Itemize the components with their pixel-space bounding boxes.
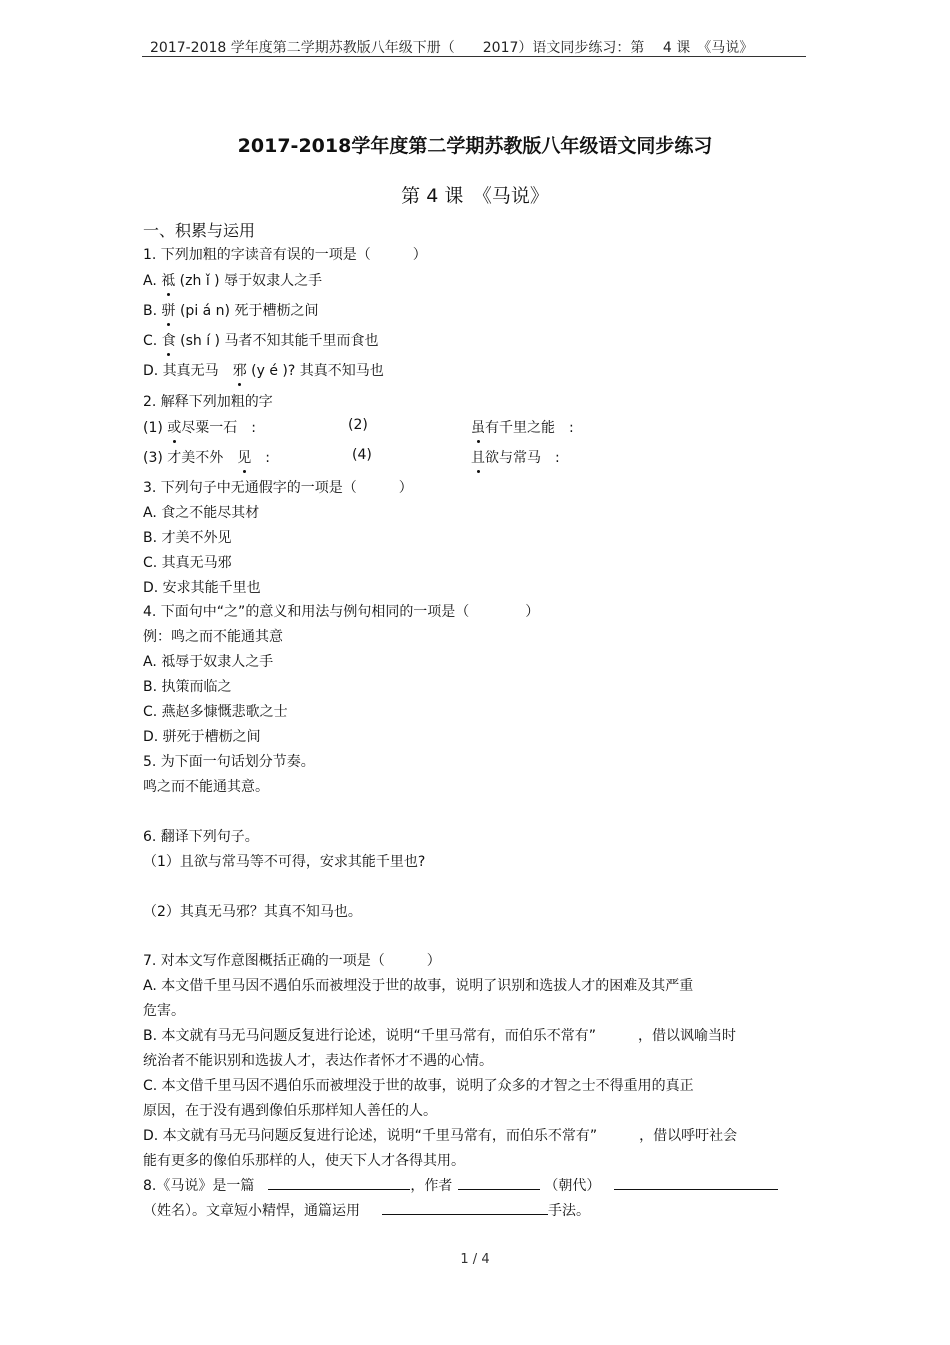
option-prefix: A.	[143, 273, 162, 289]
question-2-item-4-number: (4)	[352, 447, 372, 463]
question-4-example: 例：鸣之而不能通其意	[143, 629, 283, 645]
question-7-stem: 7. 对本文写作意图概括正确的一项是（ ）	[143, 953, 441, 969]
question-3-option-d: D. 安求其能千里也	[143, 580, 261, 596]
question-1-option-a	[143, 270, 322, 290]
question-4-option-b: B. 执策而临之	[143, 679, 232, 695]
emphasized-char: 见	[237, 447, 251, 467]
option-prefix: D. 其真无马	[143, 363, 233, 379]
item-text: 有千里之能 :	[485, 420, 574, 436]
item-text: 尽粟一石 :	[181, 420, 256, 436]
question-3-stem: 3. 下列句子中无通假字的一项是（ ）	[143, 480, 413, 496]
question-2-stem: 2. 解释下列加粗的字	[143, 394, 273, 410]
question-7-option-d-line-2: 能有更多的像伯乐那样的人，使天下人才各得其用。	[143, 1153, 465, 1169]
emphasized-char: 邪	[233, 360, 247, 380]
option-text: (sh í ) 马者不知其能千里而食也	[175, 333, 379, 349]
question-1-option-d	[143, 360, 384, 380]
question-5-stem: 5. 为下面一句话划分节奏。	[143, 754, 315, 770]
item-text: 欲与常马 :	[485, 450, 560, 466]
question-7-option-b-line-1: B. 本文就有马无马问题反复进行论述，说明“千里马常有，而伯乐不常有” ，借以讽喻当时	[143, 1028, 737, 1044]
question-8-text-4: （姓名）。文章短小精悍，通篇运用	[143, 1203, 360, 1219]
question-6-stem: 6. 翻译下列句子。	[143, 829, 259, 845]
question-2-item-1	[143, 417, 256, 437]
question-2-item-2-number: (2)	[348, 417, 368, 433]
page-number: 1 / 4	[460, 1252, 490, 1267]
question-6-sentence-1: （1）且欲与常马等不可得，安求其能千里也?	[143, 854, 426, 870]
question-4-option-c: C. 燕赵多慷慨悲歌之士	[143, 704, 288, 720]
lesson-title: 第 4 课 《马说》	[401, 185, 549, 207]
emphasized-char: 虽	[471, 417, 485, 437]
genre-blank[interactable]	[268, 1175, 410, 1190]
question-4-option-a: A. 祗辱于奴隶人之手	[143, 654, 274, 670]
technique-blank[interactable]	[382, 1200, 548, 1215]
header-rule	[142, 56, 806, 57]
emphasized-char: 或	[167, 417, 181, 437]
question-7-option-a-line-2: 危害。	[143, 1003, 185, 1019]
question-6-sentence-2: （2）其真无马邪？其真不知马也。	[143, 904, 362, 920]
emphasized-char: 祗	[161, 270, 175, 290]
option-text: (pi á n) 死于槽枥之间	[175, 303, 319, 319]
question-1-stem: 1. 下列加粗的字读音有误的一项是（ ）	[143, 247, 427, 263]
question-4-option-d: D. 骈死于槽枥之间	[143, 729, 261, 745]
question-2-item-3	[143, 447, 270, 467]
emphasized-char: 骈	[162, 300, 176, 320]
question-8-text-5: 手法。	[548, 1203, 590, 1219]
emphasized-char: 食	[162, 330, 176, 350]
question-3-option-c: C. 其真无马邪	[143, 555, 232, 571]
question-3-option-b: B. 才美不外见	[143, 530, 232, 546]
option-text: (y é )? 其真不知马也	[246, 363, 384, 379]
option-prefix: C.	[143, 333, 162, 349]
question-7-option-c-line-1: C. 本文借千里马因不遇伯乐而被埋没于世的故事，说明了众多的才智之士不得重用的真正	[143, 1078, 694, 1094]
question-2-item-2	[471, 417, 574, 437]
question-7-option-d-line-1: D. 本文就有马无马问题反复进行论述，说明“千里马常有，而伯乐不常有” ，借以呼吁社会	[143, 1128, 738, 1144]
question-1-option-b	[143, 300, 318, 320]
question-4-stem: 4. 下面句中“之”的意义和用法与例句相同的一项是（ ）	[143, 604, 540, 620]
question-8-text-2: ，作者	[410, 1178, 453, 1194]
option-prefix: B.	[143, 303, 162, 319]
question-8-text-3: （朝代）	[544, 1178, 601, 1194]
question-8-line-1	[143, 1175, 778, 1195]
question-2-item-4	[471, 447, 560, 467]
question-5-sentence: 鸣之而不能通其意。	[143, 779, 269, 795]
section-heading: 一、积累与运用	[143, 221, 256, 240]
item-prefix: (1)	[143, 420, 168, 436]
question-8-text-1: 8.《马说》是一篇	[143, 1178, 255, 1194]
question-7-option-b-line-2: 统治者不能识别和选拔人才，表达作者怀才不遇的心情。	[143, 1053, 493, 1069]
running-header: 2017-2018 学年度第二学期苏教版八年级下册（ 2017）语文同步练习：第 4 课 《马说》	[150, 40, 754, 56]
author-blank[interactable]	[458, 1175, 540, 1190]
question-8-line-2	[143, 1200, 590, 1220]
option-text: (zh ǐ ) 辱于奴隶人之手	[175, 273, 323, 289]
page-title: 2017-2018学年度第二学期苏教版八年级语文同步练习	[237, 135, 713, 157]
emphasized-char: 且	[471, 447, 485, 467]
dynasty-name-blank[interactable]	[614, 1175, 778, 1190]
question-3-option-a: A. 食之不能尽其材	[143, 505, 260, 521]
question-1-option-c	[143, 330, 378, 350]
question-7-option-c-line-2: 原因，在于没有遇到像伯乐那样知人善任的人。	[143, 1103, 437, 1119]
question-7-option-a-line-1: A. 本文借千里马因不遇伯乐而被埋没于世的故事，说明了识别和选拔人才的困难及其严重	[143, 978, 694, 994]
item-text: :	[251, 450, 270, 466]
item-prefix: (3) 才美不外	[143, 450, 238, 466]
